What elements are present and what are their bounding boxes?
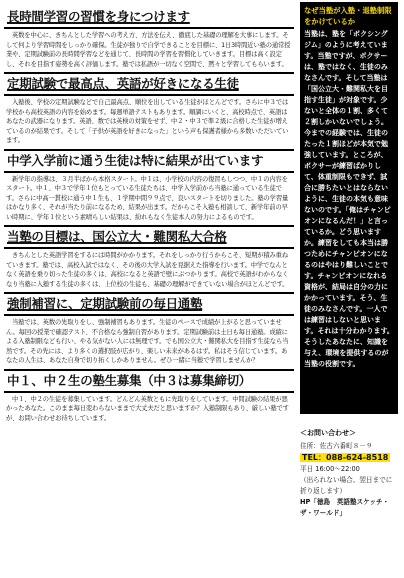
sidebar-title: なぜ当塾が入塾・退塾制限をかけているか	[304, 6, 392, 26]
section-heading: 強制補習に、定期試験前の毎日通塾	[4, 292, 294, 316]
section-body: 新学年の指導は、３月半ばから本格スタート。中１は、小学校の内容の復習もしつつ、中１の内容をスタート。中１、中３で学年１位もとっている生徒たちは、中学入学前から当塾に通っている生徒です。さらに中高一貫校に通う中１生も、１学期中間９９点で、良いスタートを切りました。塾の学習量はかなり多く、それが当たり前になるため、結果が出ます。だからこそ入塾も相談して、新学年前の早い時期に、学年１位という素晴らしい結果は、紛れもなく生徒本人の努力によるものです。	[6, 175, 289, 221]
sidebar-body: 当塾は、塾を「ボクシングジム」のように考えています。当塾ですが、ボクサーは、塾ではなく、生徒のみなさんです。そして当塾は「国公立大・難関私大を目指す生徒」が対象です。少ないと全体の１割、多くて２割しかいないでしょう。今までの経験では、生徒のたった１割ほどが本気で勉強しています。ところが、ボクサーが練習ばかりして、体重制限もできず、試合に勝ちたいとはならないように、生徒の本気も意味ないのです。「俺はチャンピオンになるんだ！」と言っているか。どう思いますか。練習をしても本当は勝つためにチャンピオンになるのはやはり難しいことです。チャンピオンになれる資格が、結局は自分の力にかかっています。そう、生徒のみなさんです。一人では練習はしないと思います。それは十分わかります。そうしたあなたに、知識を与え、環境を提供するのが当塾の役割です。	[304, 30, 394, 368]
main-column	[4, 4, 294, 425]
section-body: きちんとした英語学習をするには時間がかかります。それをしっかり行うからこそ、短期が積み重ねていきます。塾では、高校入試ではなく、その後の大学入試を見据えた指導を行います。中学でなんとなく英語を乗り切った生徒の多くは、高校になると英語で壁にぶつかります。高校で英語がわからなくなり当塾に入塾する生徒の多くは、上位校の生徒も、基礎の理解ができていない場合がほとんどです。	[6, 252, 289, 288]
contact-note: （出られない場合、翌日までに折り返します）	[300, 476, 393, 495]
section-test-scores	[4, 72, 294, 146]
section-heading: 定期試験で最高点、英語が好きになる生徒	[4, 72, 294, 96]
section-body: 入塾後、学校の定期試験などで自己最高点、順位を出している生徒がほとんどです。さらに中３では学校から高校英語の内容を始めます。毎週単語テストもあります。順調にいくと、高校時点で、英語はあなたの武器になります。英語、数では英検の対策をせず、中２・中３で準２級に合格した生徒が増えているのが結果です。そして「子供が英語を好きになった」という声も保護者様から多数いただいています。	[6, 99, 289, 144]
contact-homepage: HP「徳島 英語塾スケッチ・ザ・ワールド」	[300, 498, 390, 517]
section-body: 当塾では、英数の先取りをし、強制補習もあります。生徒のペースで成績が上がると思っていません。毎回の授業で確認テスト、不合格なら強制自習があります。定期試験前は土日も毎日通塾。成績による入塾制限なども行い、やる気がない人には無理です。でも国公立大・難関私大を目指す生徒なら当然です。その先には、より多くの選択肢が広がり、楽しい未来があるはず。私はそう信じています。あなたの人生は、あなた自身で切り拓くしかありません。ぜひ一緒に当塾で学習しませんか？	[6, 319, 289, 364]
section-pre-entry	[4, 149, 294, 223]
contact-title: ＜お問い合わせ＞	[300, 429, 356, 437]
contact-hours: 平日 16:00～22:00	[300, 465, 360, 473]
section-recruitment	[4, 369, 294, 424]
sidebar-box	[300, 2, 398, 414]
section-supplementary	[4, 292, 294, 366]
section-heading: 長時間学習の習慣を身につけます	[4, 7, 294, 29]
section-body: 中１、中２の生徒を募集しています。どんどん英数ともに先取りをしています。中間試験の結果が悪かったあなた。このまま毎日変わらないままで大丈夫だと思いますか？入塾制限もあり、厳しい塾ですが、お問い合わせお待ちしています。	[6, 395, 289, 422]
section-heading: 当塾の目標は、国公立大・難関私大合格	[4, 225, 294, 249]
section-body: 英数を中心に、きちんとした学習への考え方、方法を伝え、徹底した基礎の理解を大事にします。そして何より学習時間をしっかり確保。生徒が独りで自学できることを目標に、1日3時間近い塾の通常授業や、定期試験前の長時間学習などを通じて、長時間の学習を習慣化していきます。目標は高く設定し、それを目指す姿勢を高く評価します。塾では私語が一切なく空間で、黙々と学習してもらいます。	[6, 32, 291, 68]
section-goal	[4, 225, 294, 289]
contact-phone[interactable]: TEL：088-624-8518	[302, 453, 389, 462]
contact-address: 住所：佐古六番町８－９	[300, 442, 373, 450]
section-heading: 中学入学前に通う生徒は特に結果が出ています	[4, 149, 294, 173]
section-heading: 中１、中２生の塾生募集（中３は募集締切）	[4, 369, 294, 393]
contact-info	[300, 428, 398, 519]
section-habit	[4, 7, 294, 69]
